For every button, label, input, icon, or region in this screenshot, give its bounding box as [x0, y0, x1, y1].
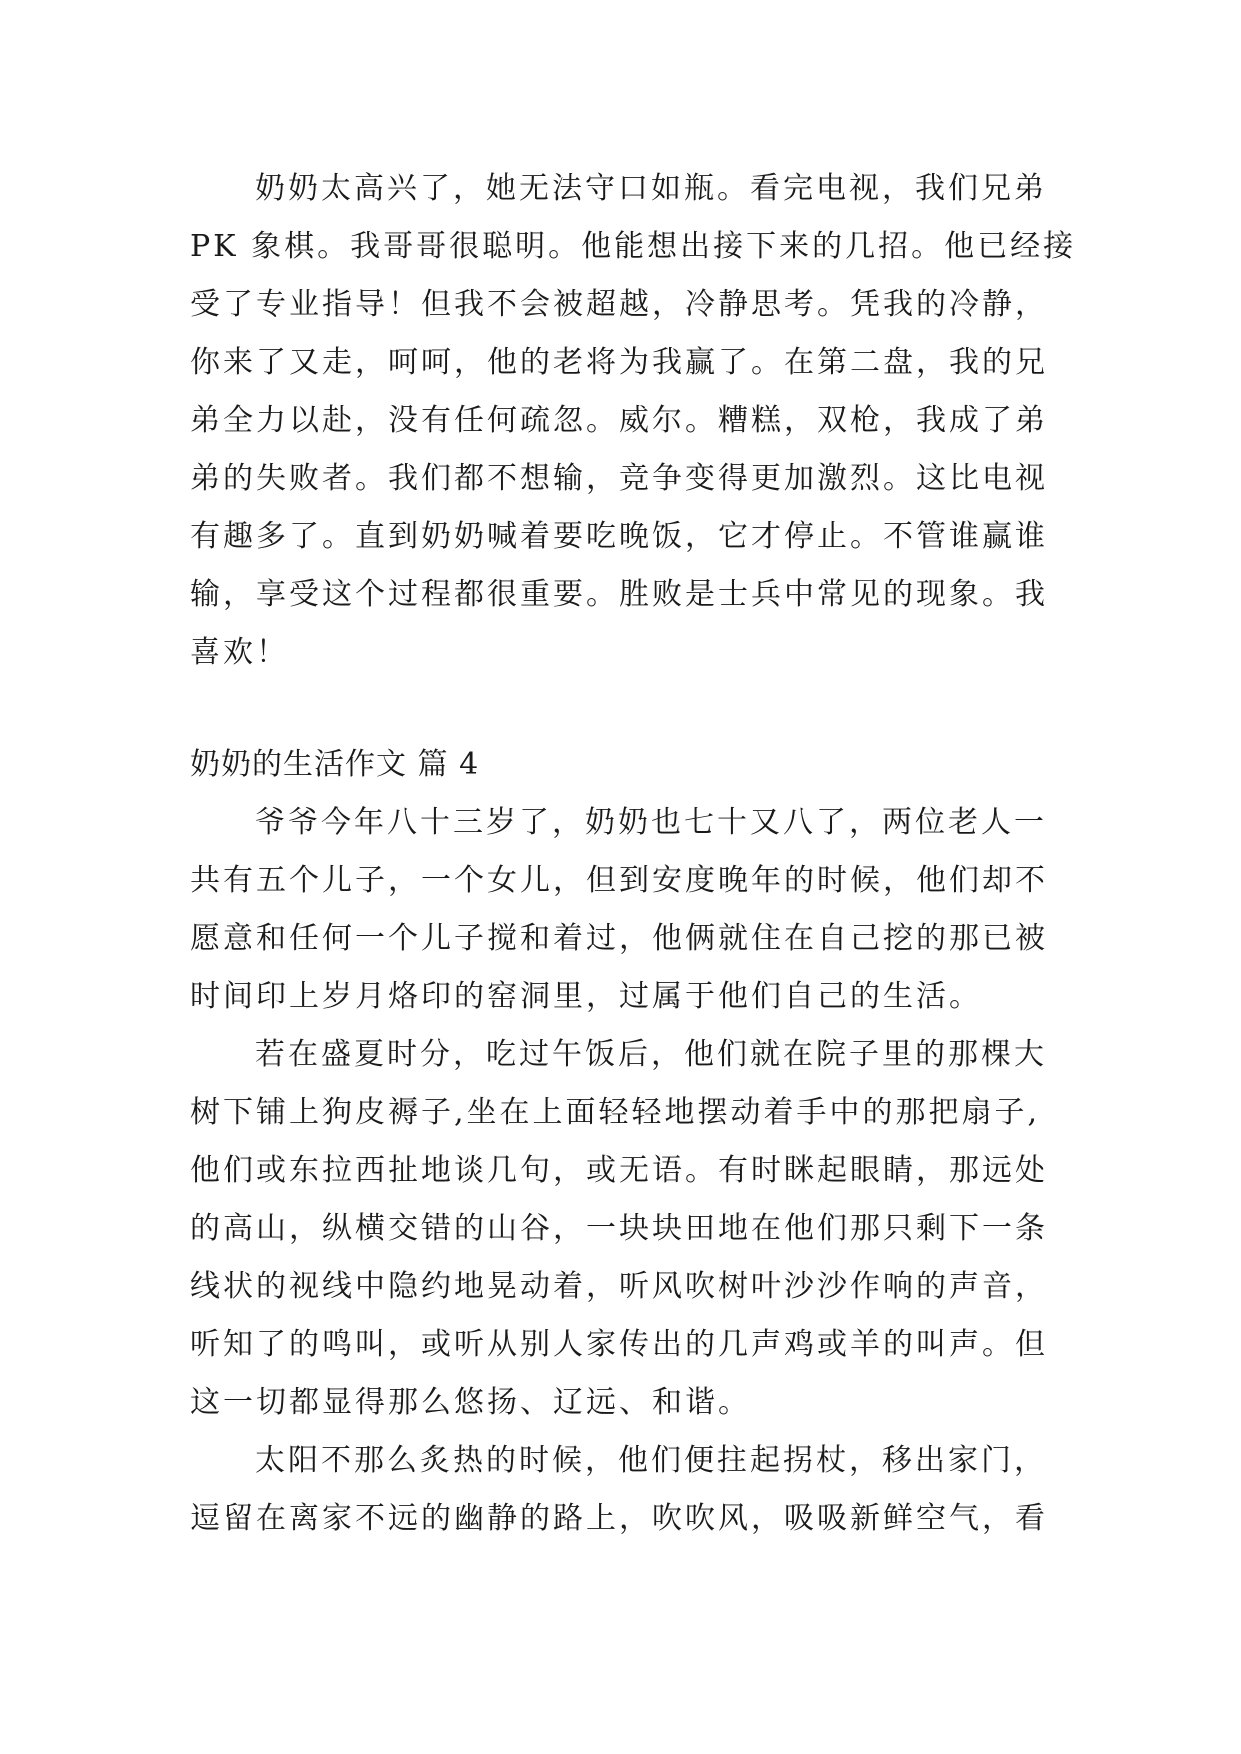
- text-line: 时间印上岁月烙印的窑洞里，过属于他们自己的生活。: [190, 979, 982, 1014]
- text-line: 奶奶太高兴了，她无法守口如瓶。看完电视，我们兄弟: [255, 171, 1047, 206]
- text-line: 输，享受这个过程都很重要。胜败是士兵中常见的现象。我: [190, 577, 1048, 612]
- paragraph-1: [190, 160, 1077, 682]
- text-line: 逗留在离家不远的幽静的路上，吹吹风，吸吸新鲜空气，看: [190, 1501, 1048, 1536]
- text-line: 他们或东拉西扯地谈几句，或无语。有时眯起眼睛，那远处: [190, 1153, 1048, 1188]
- text-line: PK 象棋。我哥哥很聪明。他能想出接下来的几招。他已经接: [190, 229, 1077, 264]
- text-line: 受了专业指导！但我不会被超越，冷静思考。凭我的冷静，: [190, 287, 1048, 322]
- text-line: 共有五个儿子，一个女儿，但到安度晚年的时候，他们却不: [190, 863, 1048, 898]
- document-body: [190, 160, 1077, 1548]
- text-line: 你来了又走，呵呵，他的老将为我赢了。在第二盘，我的兄: [190, 345, 1048, 380]
- paragraph-3: [190, 1026, 1070, 1432]
- text-line: 爷爷今年八十三岁了，奶奶也七十又八了，两位老人一: [255, 805, 1047, 840]
- paragraph-2: [190, 794, 1070, 1026]
- text-line: 弟的失败者。我们都不想输，竞争变得更加激烈。这比电视: [190, 461, 1048, 496]
- text-line: 的高山，纵横交错的山谷，一块块田地在他们那只剩下一条: [190, 1211, 1048, 1246]
- text-line: 喜欢！: [190, 635, 289, 670]
- paragraph-4: [190, 1432, 1070, 1548]
- text-line: 树下铺上狗皮褥子,坐在上面轻轻地摆动着手中的那把扇子,: [190, 1095, 1041, 1130]
- paragraph-spacer: [190, 682, 1070, 736]
- text-line: 听知了的鸣叫，或听从别人家传出的几声鸡或羊的叫声。但: [190, 1327, 1048, 1362]
- text-line: 弟全力以赴，没有任何疏忽。威尔。糟糕，双枪，我成了弟: [190, 403, 1048, 438]
- text-line: 若在盛夏时分，吃过午饭后，他们就在院子里的那棵大: [255, 1037, 1047, 1072]
- text-line: 太阳不那么炙热的时候，他们便拄起拐杖，移出家门，: [255, 1443, 1047, 1478]
- text-line: 这一切都显得那么悠扬、辽远、和谐。: [190, 1385, 751, 1420]
- text-line: 线状的视线中隐约地晃动着，听风吹树叶沙沙作响的声音，: [190, 1269, 1048, 1304]
- text-line: 愿意和任何一个儿子搅和着过，他俩就住在自己挖的那已被: [190, 921, 1048, 956]
- section-title: 奶奶的生活作文 篇 4: [190, 747, 480, 782]
- text-line: 有趣多了。直到奶奶喊着要吃晚饭，它才停止。不管谁赢谁: [190, 519, 1048, 554]
